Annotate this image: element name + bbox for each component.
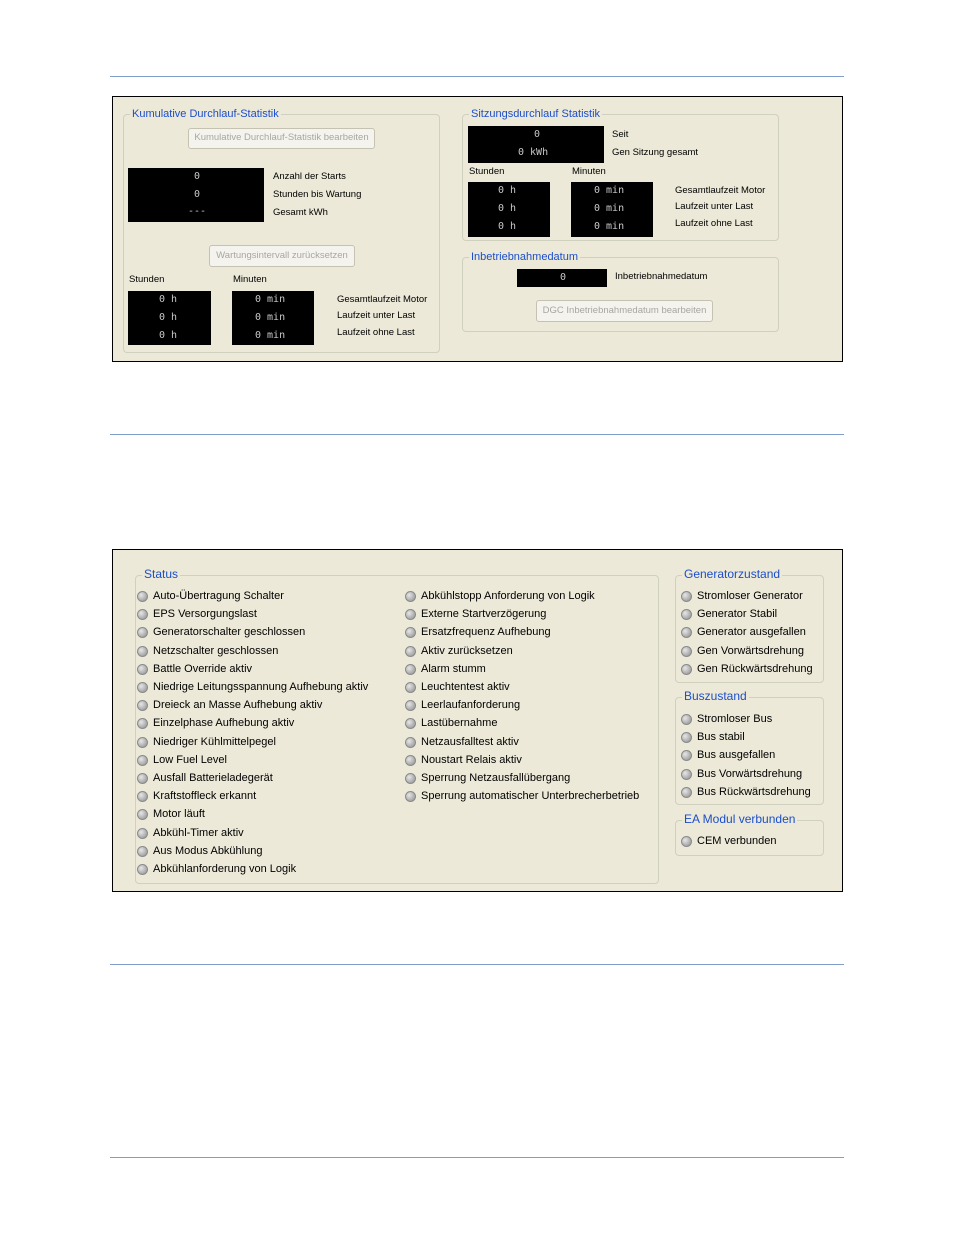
session-since-label: Seit <box>612 129 629 140</box>
bus-state-title: Buszustand <box>684 689 747 703</box>
cumulative-runtime-unloaded-label: Laufzeit ohne Last <box>337 327 415 338</box>
status-indicator-row <box>405 644 660 660</box>
led-indicator-icon <box>405 682 416 693</box>
starts-count-value: 0 <box>194 171 201 182</box>
status-indicator-row <box>137 589 392 605</box>
session-since-value: 0 <box>534 129 541 140</box>
status-indicator-row <box>137 807 392 823</box>
status-indicator-row <box>681 662 823 678</box>
status-indicator-row <box>137 680 392 696</box>
edit-commissioning-date-button[interactable]: DGC Inbetriebnahmedatum bearbeiten <box>536 300 713 322</box>
commissioning-date-title: Inbetriebnahmedatum <box>471 251 579 263</box>
led-indicator-icon <box>405 627 416 638</box>
led-indicator-icon <box>137 682 148 693</box>
status-indicator-row <box>137 625 392 641</box>
status-indicator-label: Generator Stabil <box>697 608 778 621</box>
status-indicator-label: Leuchtentest aktiv <box>421 681 510 693</box>
total-kwh-value: --- <box>188 206 207 217</box>
led-indicator-icon <box>137 627 148 638</box>
session-minutes-unloaded: 0 min <box>594 221 625 232</box>
status-indicator-row <box>405 771 660 787</box>
status-indicator-label: Niedriger Kühlmittelpegel <box>153 735 276 748</box>
session-statistics-group <box>462 108 779 241</box>
led-indicator-icon <box>681 627 692 638</box>
status-indicator-row <box>137 771 392 787</box>
status-indicator-label: Abkühl-Timer aktiv <box>153 826 244 839</box>
led-indicator-icon <box>681 732 692 743</box>
status-indicator-label: Gen Vorwärtsdrehung <box>697 644 805 657</box>
status-indicator-label: Dreieck an Masse Aufhebung aktiv <box>153 699 323 712</box>
led-indicator-icon <box>137 809 148 820</box>
session-total-label: Gen Sitzung gesamt <box>612 147 699 158</box>
status-indicator-label: CEM verbunden <box>697 835 777 847</box>
run-statistics-panel <box>112 96 843 362</box>
total-kwh-label: Gesamt kWh <box>273 207 328 218</box>
session-runtime-unloaded-label: Laufzeit ohne Last <box>675 218 753 229</box>
led-indicator-icon <box>137 718 148 729</box>
status-title: Status <box>144 567 179 581</box>
session-minutes-display <box>571 182 653 237</box>
led-indicator-icon <box>681 787 692 798</box>
session-statistics-title: Sitzungsdurchlauf Statistik <box>471 108 601 120</box>
status-indicator-label: Netzausfalltest aktiv <box>421 735 519 748</box>
commissioning-date-value: 0 <box>560 272 567 283</box>
status-indicator-label: Low Fuel Level <box>153 753 227 766</box>
status-indicator-row <box>405 698 660 714</box>
status-indicator-row <box>681 607 823 623</box>
status-indicator-row <box>681 834 823 850</box>
status-panel <box>112 549 843 892</box>
cumulative-hours-unloaded: 0 h <box>159 330 178 341</box>
status-indicator-label: Gen Rückwärtsdrehung <box>697 662 813 675</box>
status-indicator-row <box>405 607 660 623</box>
status-indicator-label: Motor läuft <box>153 808 205 821</box>
session-total-kwh-value: 0 kWh <box>518 147 549 158</box>
status-indicator-row <box>137 716 392 732</box>
status-indicator-row <box>681 644 823 660</box>
status-indicator-label: EPS Versorgungslast <box>153 608 257 621</box>
session-runtime-total-label: Gesamtlaufzeit Motor <box>675 185 766 196</box>
status-indicator-label: Generator ausgefallen <box>697 626 806 639</box>
status-indicator-row <box>681 589 823 605</box>
status-indicator-row <box>405 589 660 605</box>
status-indicator-row <box>137 789 392 805</box>
led-indicator-icon <box>405 755 416 766</box>
status-indicator-label: Bus Vorwärtsdrehung <box>697 767 803 780</box>
led-indicator-icon <box>405 609 416 620</box>
page-rule-2 <box>110 434 844 435</box>
status-indicator-label: Bus Rückwärtsdrehung <box>697 785 811 798</box>
session-minutes-header: Minuten <box>572 166 606 177</box>
status-indicator-label: Bus stabil <box>697 731 745 744</box>
page-rule-3 <box>110 964 844 965</box>
session-hours-display <box>468 182 550 237</box>
cumulative-counter-display <box>128 168 264 222</box>
status-indicator-label: Abkühlanforderung von Logik <box>153 863 297 875</box>
led-indicator-icon <box>405 591 416 602</box>
led-indicator-icon <box>405 773 416 784</box>
status-indicator-label: Aktiv zurücksetzen <box>421 644 513 657</box>
status-indicator-label: Stromloser Bus <box>697 713 773 725</box>
cumulative-statistics-title: Kumulative Durchlauf-Statistik <box>132 108 279 120</box>
status-indicator-label: Noustart Relais aktiv <box>421 753 522 766</box>
led-indicator-icon <box>137 755 148 766</box>
status-indicator-label: Niedrige Leitungsspannung Aufhebung aktiv <box>153 681 369 693</box>
status-indicator-row <box>681 730 823 746</box>
cumulative-hours-loaded: 0 h <box>159 312 178 323</box>
status-indicator-row <box>405 625 660 641</box>
status-indicator-row <box>405 735 660 751</box>
status-indicator-row <box>137 826 392 842</box>
status-indicator-label: Bus ausgefallen <box>697 749 776 762</box>
led-indicator-icon <box>405 791 416 802</box>
session-runtime-loaded-label: Laufzeit unter Last <box>675 201 754 212</box>
cumulative-hours-header: Stunden <box>129 274 165 285</box>
status-indicator-label: Netzschalter geschlossen <box>153 644 279 657</box>
status-indicator-row <box>137 753 392 769</box>
commissioning-date-group <box>462 251 779 332</box>
cumulative-minutes-total: 0 min <box>255 294 286 305</box>
led-indicator-icon <box>681 609 692 620</box>
led-indicator-icon <box>681 714 692 725</box>
session-top-display <box>468 126 604 163</box>
page-rule-bottom <box>110 1157 844 1158</box>
status-indicator-label: Abkühlstopp Anforderung von Logik <box>421 590 595 602</box>
led-indicator-icon <box>405 718 416 729</box>
led-indicator-icon <box>137 646 148 657</box>
led-indicator-icon <box>137 609 148 620</box>
cumulative-runtime-loaded-label: Laufzeit unter Last <box>337 310 416 321</box>
status-indicator-row <box>405 680 660 696</box>
led-indicator-icon <box>137 828 148 839</box>
status-indicator-label: Lastübernahme <box>421 717 498 730</box>
status-indicator-label: Ersatzfrequenz Aufhebung <box>421 626 551 639</box>
led-indicator-icon <box>137 773 148 784</box>
led-indicator-icon <box>681 591 692 602</box>
status-indicator-row <box>681 712 823 728</box>
status-indicator-row <box>405 753 660 769</box>
status-indicator-row <box>137 735 392 751</box>
status-indicator-row <box>137 698 392 714</box>
status-indicator-label: Kraftstoffleck erkannt <box>153 790 257 803</box>
reset-maintenance-interval-button[interactable]: Wartungsintervall zurücksetzen <box>209 245 355 267</box>
status-indicator-row <box>137 862 392 878</box>
status-indicator-label: Sperrung Netzausfallübergang <box>421 772 571 784</box>
led-indicator-icon <box>681 836 692 847</box>
led-indicator-icon <box>405 737 416 748</box>
status-indicator-row <box>137 844 392 860</box>
led-indicator-icon <box>405 700 416 711</box>
status-indicator-label: Generatorschalter geschlossen <box>153 626 306 639</box>
status-indicator-row <box>681 625 823 641</box>
status-indicator-row <box>681 748 823 764</box>
status-indicator-label: Ausfall Batterieladegerät <box>153 772 273 784</box>
led-indicator-icon <box>137 791 148 802</box>
cumulative-minutes-display <box>232 291 314 345</box>
led-indicator-icon <box>405 646 416 657</box>
hours-to-maintenance-value: 0 <box>194 189 201 200</box>
page-rule-top <box>110 76 844 77</box>
led-indicator-icon <box>681 750 692 761</box>
status-indicator-row <box>405 716 660 732</box>
ea-module-title: EA Modul verbunden <box>684 812 796 826</box>
status-indicator-row <box>405 662 660 678</box>
cumulative-runtime-total-label: Gesamtlaufzeit Motor <box>337 294 428 305</box>
status-indicator-label: Sperrung automatischer Unterbrecherbetrieb <box>421 790 640 803</box>
status-indicator-label: Einzelphase Aufhebung aktiv <box>153 717 295 730</box>
session-hours-total: 0 h <box>498 185 517 196</box>
led-indicator-icon <box>681 646 692 657</box>
session-minutes-total: 0 min <box>594 185 625 196</box>
edit-cumulative-statistics-button[interactable]: Kumulative Durchlauf-Statistik bearbeiten <box>188 128 375 149</box>
status-indicator-label: Battle Override aktiv <box>153 662 253 675</box>
led-indicator-icon <box>137 864 148 875</box>
generator-state-title: Generatorzustand <box>684 567 781 581</box>
led-indicator-icon <box>137 737 148 748</box>
cumulative-minutes-unloaded: 0 min <box>255 330 286 341</box>
led-indicator-icon <box>681 769 692 780</box>
cumulative-hours-display <box>128 291 211 345</box>
status-indicator-label: Auto-Übertragung Schalter <box>153 590 284 602</box>
led-indicator-icon <box>137 664 148 675</box>
status-indicator-row <box>137 662 392 678</box>
status-indicator-label: Alarm stumm <box>421 662 486 675</box>
status-indicator-row <box>681 785 823 801</box>
cumulative-hours-total: 0 h <box>159 294 178 305</box>
led-indicator-icon <box>681 664 692 675</box>
status-indicator-label: Aus Modus Abkühlung <box>153 844 263 857</box>
led-indicator-icon <box>137 846 148 857</box>
led-indicator-icon <box>405 664 416 675</box>
led-indicator-icon <box>137 700 148 711</box>
commissioning-date-display <box>517 269 607 287</box>
status-indicator-label: Leerlaufanforderung <box>421 699 521 712</box>
session-hours-unloaded: 0 h <box>498 221 517 232</box>
session-hours-loaded: 0 h <box>498 203 517 214</box>
led-indicator-icon <box>137 591 148 602</box>
status-indicator-row <box>137 644 392 660</box>
session-minutes-loaded: 0 min <box>594 203 625 214</box>
starts-count-label: Anzahl der Starts <box>273 171 346 182</box>
status-indicator-label: Stromloser Generator <box>697 590 803 602</box>
cumulative-minutes-header: Minuten <box>233 274 267 285</box>
status-indicator-row <box>137 607 392 623</box>
status-indicator-label: Externe Startverzögerung <box>421 608 547 621</box>
commissioning-date-label: Inbetriebnahmedatum <box>615 271 708 282</box>
cumulative-minutes-loaded: 0 min <box>255 312 286 323</box>
status-indicator-row <box>405 789 660 805</box>
status-indicator-row <box>681 767 823 783</box>
session-hours-header: Stunden <box>469 166 505 177</box>
cumulative-statistics-group <box>123 108 440 353</box>
hours-to-maintenance-label: Stunden bis Wartung <box>273 189 362 200</box>
